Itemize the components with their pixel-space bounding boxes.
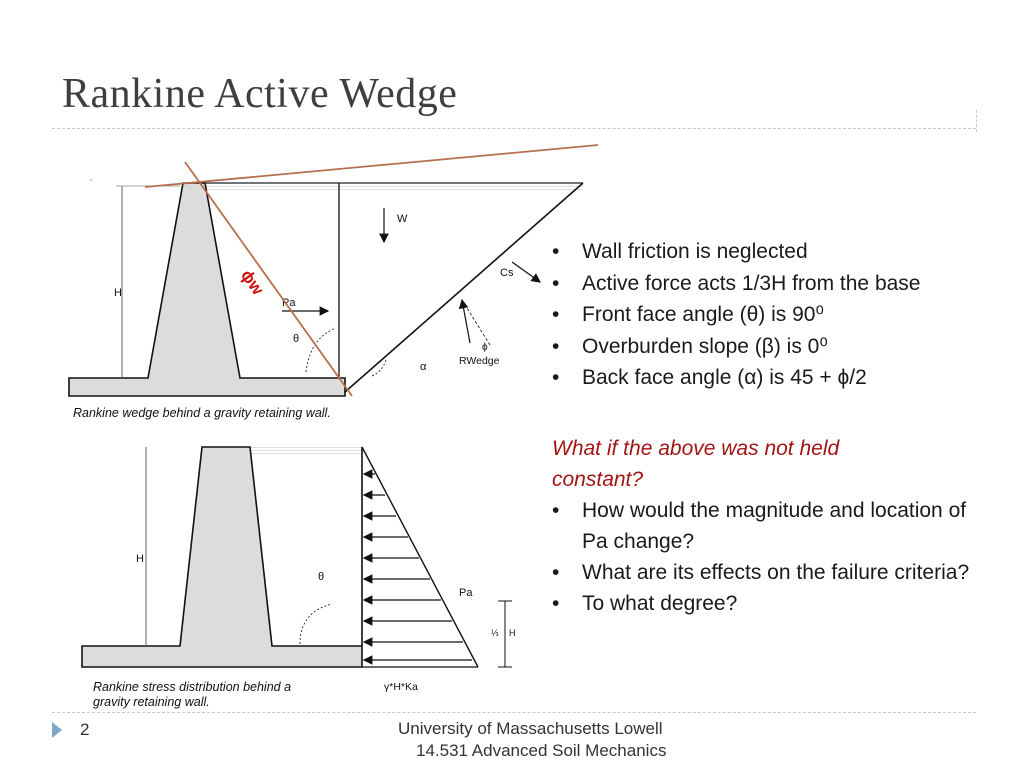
page-number: 2 [80, 720, 90, 739]
label-h: H [114, 287, 122, 299]
label-rwedge: RWedge [459, 355, 500, 367]
slide-title: Rankine Active Wedge [62, 71, 458, 117]
pressure-arrows [364, 474, 472, 660]
bottom-label-h: H [136, 553, 144, 565]
bullet-active-force: • Active force acts 1/3H from the base [548, 268, 920, 300]
pressure-triangle [362, 447, 478, 667]
gravity-wall [69, 183, 345, 396]
assumption-list [548, 236, 920, 394]
bullet-wall-friction: • Wall friction is neglected [548, 236, 920, 268]
question-text: What if the above was not held constant? [552, 437, 840, 491]
top-figure [69, 145, 598, 396]
footer-divider [52, 712, 976, 713]
label-pa: Pa [282, 297, 296, 309]
overburden-line [145, 145, 598, 187]
footer [398, 718, 666, 762]
bottom-label-h-small: H [509, 628, 516, 638]
footer-university: University of Massachusetts Lowell [398, 719, 663, 738]
label-cs: Cs [500, 267, 514, 279]
question-bullet-magnitude: • How would the magnitude and location of Pa change? [548, 495, 978, 557]
question-list [548, 495, 978, 619]
label-phi: ϕ [482, 342, 488, 353]
question-bullet-effects: • What are its effects on the failure criteria? [548, 557, 978, 588]
footer-course: 14.531 Advanced Soil Mechanics [416, 741, 667, 760]
bottom-label-pressure: γ*H*Ka [384, 681, 418, 693]
label-phi-w: ϕw [236, 266, 268, 299]
bottom-figure [82, 447, 516, 693]
bottom-figure-caption-line1: Rankine stress distribution behind a [93, 680, 292, 694]
bottom-label-pa: Pa [459, 587, 473, 599]
label-w: W [397, 213, 408, 225]
bullet-front-face: • Front face angle (θ) is 90⁰ [548, 299, 920, 331]
page-marker-icon [52, 722, 62, 738]
bullet-overburden: • Overburden slope (β) is 0⁰ [548, 331, 920, 363]
bullet-back-face: • Back face angle (α) is 45 + ϕ/2 [548, 362, 920, 394]
label-alpha: α [420, 361, 427, 373]
bottom-gravity-wall [82, 447, 362, 667]
bottom-label-third: ⅓ [491, 628, 499, 638]
bottom-figure-caption-line2: gravity retaining wall. [93, 695, 210, 709]
bottom-label-theta: θ [318, 571, 325, 583]
top-figure-caption: Rankine wedge behind a gravity retaining wall. [73, 406, 331, 420]
backfill-surface [205, 183, 583, 191]
label-theta: θ [293, 333, 300, 345]
question-bullet-degree: • To what degree? [548, 588, 978, 619]
